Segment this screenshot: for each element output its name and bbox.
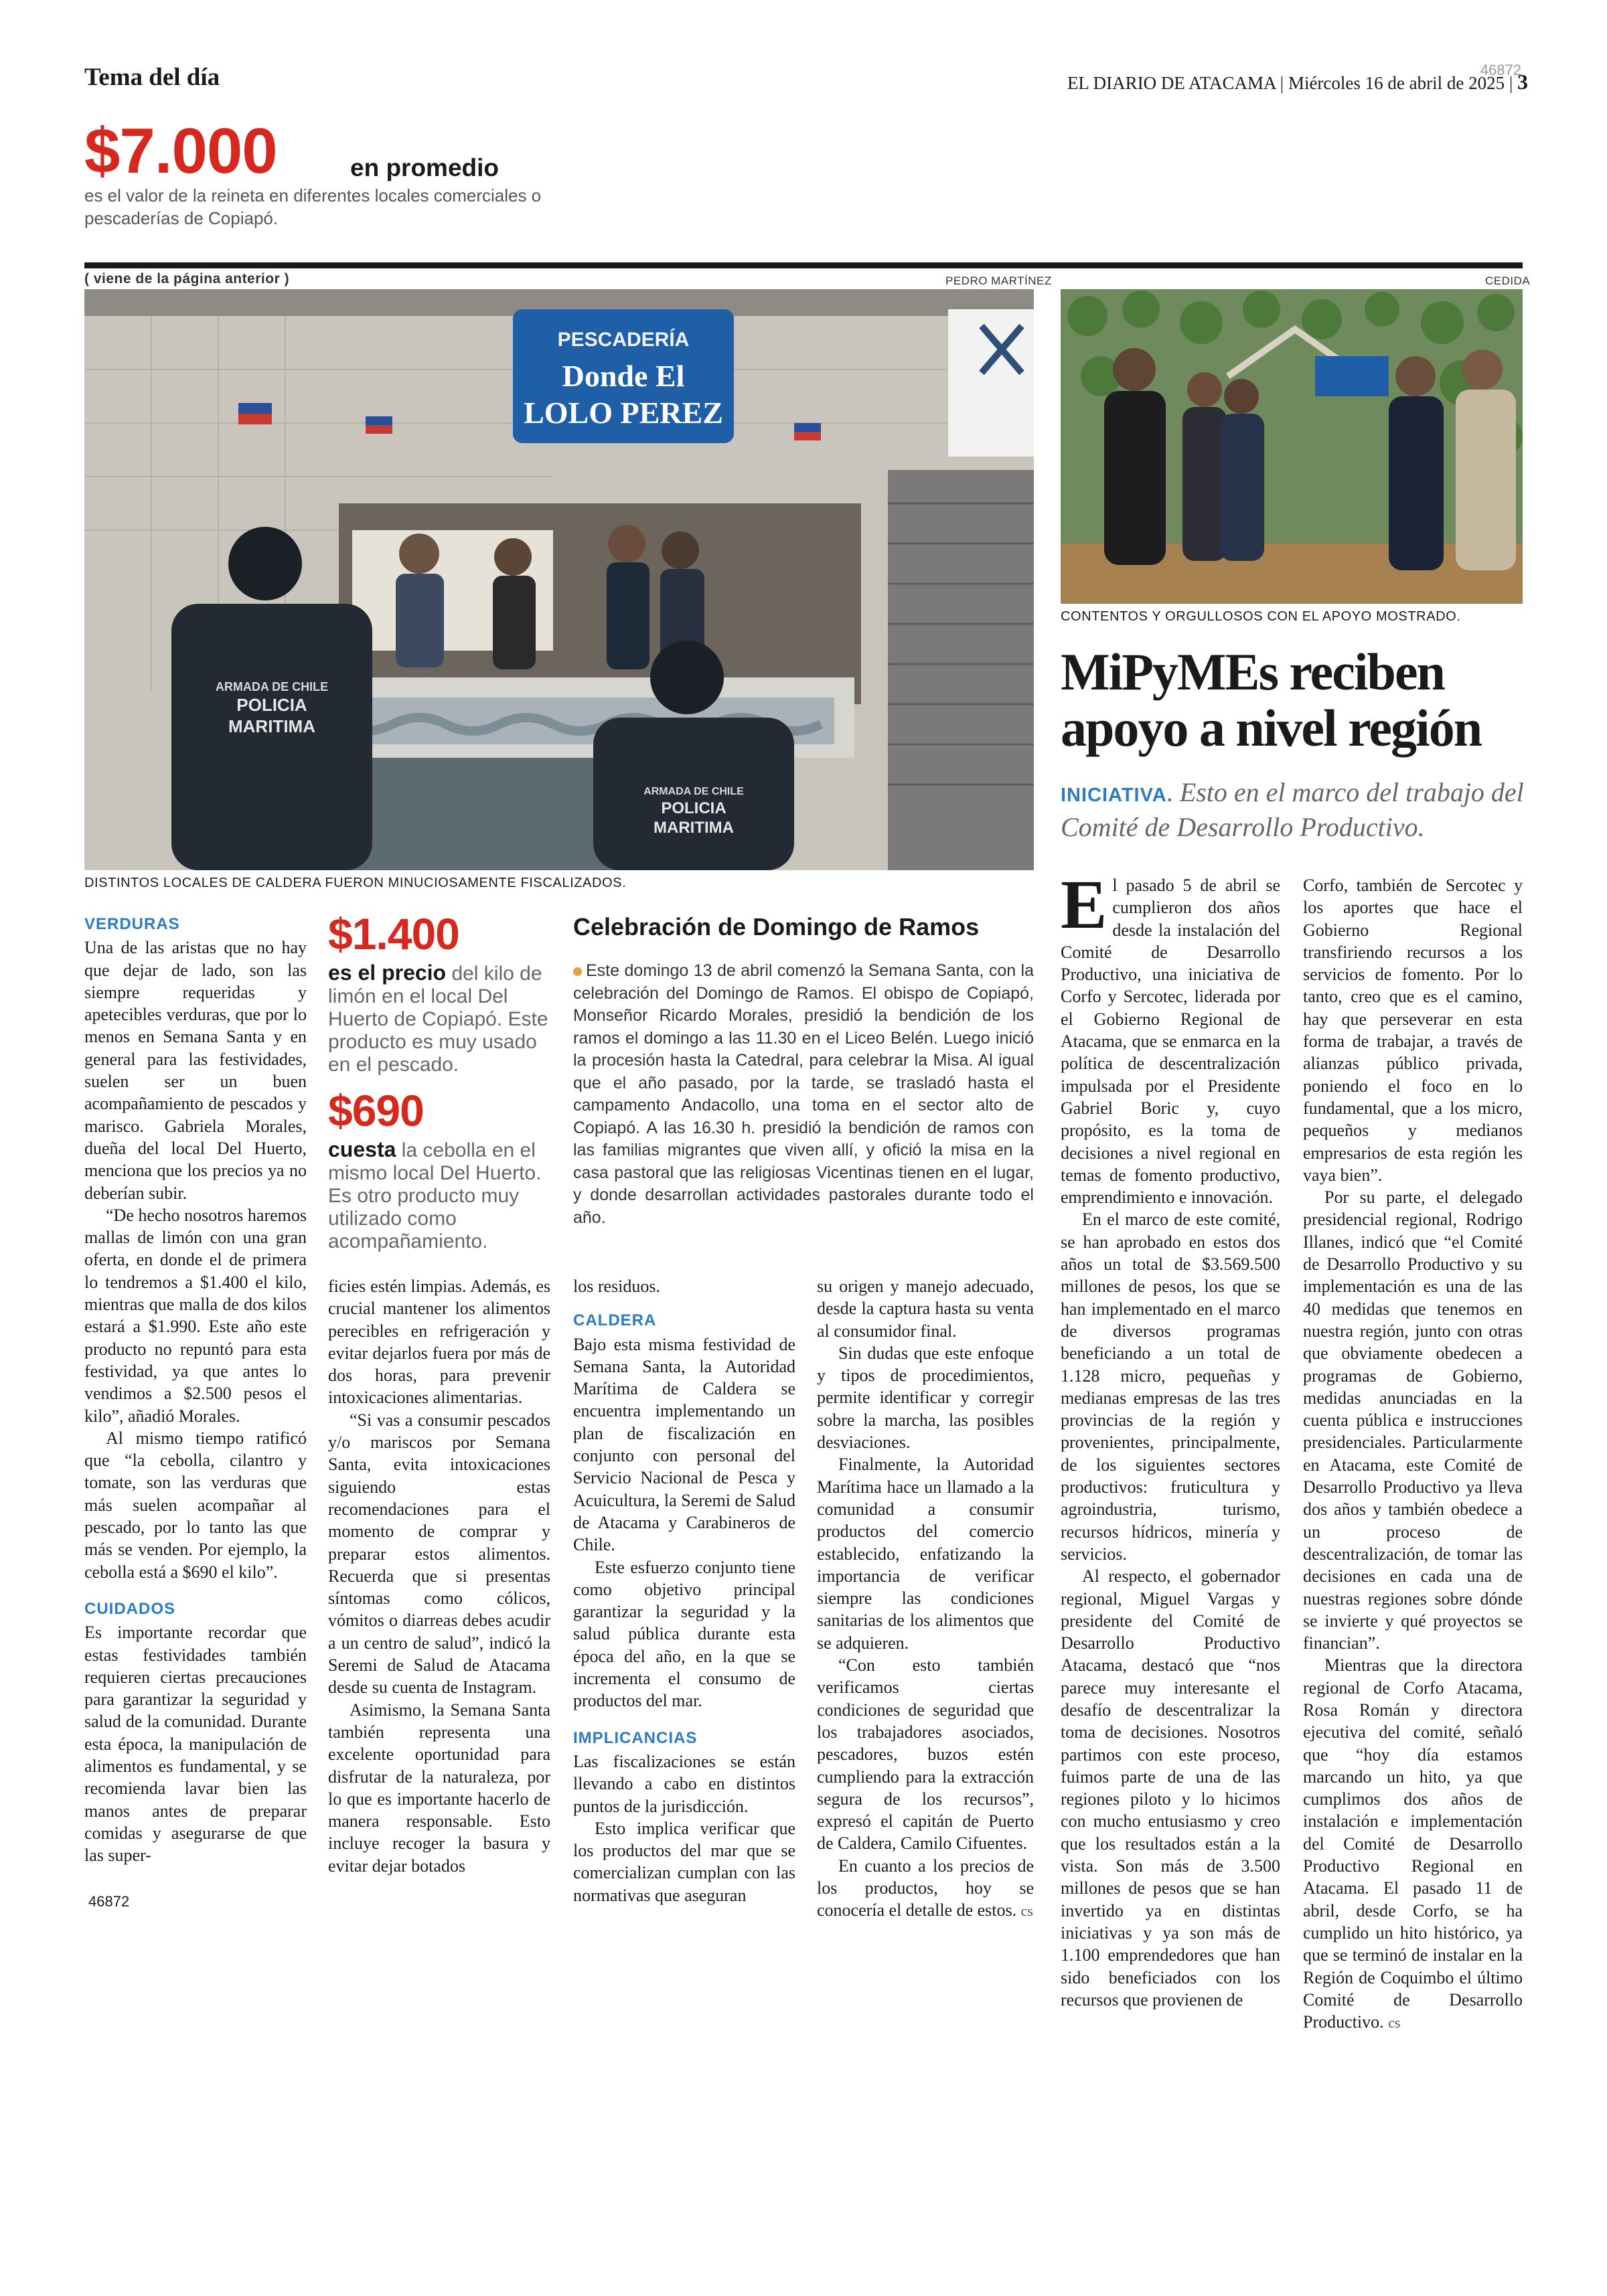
figure-690-label — [328, 1138, 549, 1253]
heading-caldera: CALDERA — [573, 1311, 657, 1330]
sign-line-1: PESCADERÍA — [557, 329, 690, 351]
section-rule — [84, 262, 1523, 268]
right-photo-credit: CEDIDA — [1485, 274, 1531, 287]
figure-1400-text: del kilo de limón en el local Del Huerto de Copiapó. Este producto es muy usado en el pescado. — [328, 963, 548, 1076]
right-photo-caption: CONTENTOS Y ORGULLOSOS CON EL APOYO MOSTRADO. — [1061, 609, 1461, 624]
paragraph: Mientras que la directora regional de Corfo Atacama, Rosa Román y directora ejecutiva del comité, señaló que “hoy día estamos marcando un hito, ya que cumplimos dos años de instalación e implementación del Comité de Desarrollo Productivo Regional en Atacama. El pasado 11 de abril, desde Corfo, se ha cumplido un hito histórico, ya que se terminó de instalar en la Región de Coquimbo el último Comité de Desarrollo Productivo. cs — [1303, 1655, 1523, 2032]
left-column-3 — [573, 1275, 795, 1906]
vest2-line-3: MARITIMA — [654, 819, 734, 837]
paragraph: El pasado 5 de abril se cumplieron dos años desde la instalación del Comité de Desarrollo Productivo, una iniciativa de Corfo y Sercotec, liderada por el Gobierno Regional de Atacama, que se enmarca en la política de descentralización impulsada por el Presidente Gabriel Boric y, cuyo propósito, es la toma de decisiones a nivel regional en temas de fomento productivo, emprendimiento e innovación. — [1061, 866, 1280, 1208]
left-column-2 — [328, 1275, 550, 1877]
right-column-2 — [1303, 874, 1523, 2034]
paragraph: Por su parte, el delegado presidencial regional, Rodrigo Illanes, indicó que “el Comité de Desarrollo Productivo y su implementación es una de las 40 medidas que tenemos en nuestra región, junto con otras que obviamente obedecen a programas de Gobierno, medidas anunciadas en la cuenta pública e instrucciones presidenciales. Particularmente en Atacama, este Comité de Desarrollo Productivo ya lleva dos años y también obedece a un proceso de descentralización, de tomar las decisiones en cada una de nuestras regiones sobre dónde se invierte y qué proyectos se financian”. — [1303, 1187, 1523, 1653]
figure-1400-label — [328, 961, 549, 1076]
paragraph: Al respecto, el gobernador regional, Miguel Vargas y presidente del Comité de Desarrollo Productivo Atacama, destacó que “nos parece muy interesante el desafío de descentralizar la toma de decisiones. Nosotros partimos con este proceso, fuimos parte de una de las regiones piloto y lo hicimos con mucho entusiasmo y creo que los resultados están a la vista. Son más de 3.500 millones de pesos que se han invertido ya en distintas iniciativas y ya son más de 1.100 emprendedores que han sido beneficiados con los recursos que provienen de — [1061, 1566, 1280, 2010]
right-headline: MiPyMEs reciben apoyo a nivel región — [1061, 643, 1482, 757]
figure-690-bold: cuesta — [328, 1137, 396, 1161]
paragraph: Asimismo, la Semana Santa también representa una excelente oportunidad para disfrutar de la naturaleza, por lo que es importante hacerlo de manera responsable. Esto incluye recoger la basura y evitar dejar botados — [328, 1700, 550, 1876]
vest2-line-2: POLICIA — [661, 799, 726, 817]
paragraph: “De hecho nosotros haremos mallas de limón con una gran oferta, en donde el de primera lo tendremos a $1.400 el kilo, mientras que malla de dos kilos estará a $1.990. Este año este producto no repuntó para esta festividad, ya que antes lo vendimos a $2.500 pesos el kilo”, añadió Morales. — [84, 1205, 307, 1426]
masthead-info: EL DIARIO DE ATACAMA | Miércoles 16 de abril de 2025 | 3 — [1067, 70, 1528, 94]
paragraph: Bajo esta misma festividad de Semana Santa, la Autoridad Marítima de Caldera se encuentra implementando un plan de fiscalización en conjunto con personal del Servicio Nacional de Pesca y Acuicultura, la Seremi de Salud de Atacama y Carabineros de Chile. — [573, 1334, 795, 1555]
corner-mark: 46872 — [1480, 62, 1521, 78]
highlight-suffix: en promedio — [350, 154, 500, 181]
figure-690: $690 — [328, 1086, 424, 1135]
vest-line-2: POLICIA — [236, 695, 307, 715]
drop-cap: E — [1061, 866, 1107, 943]
paragraph: En el marco de este comité, se han aprobado en estos dos años un total de $3.569.500 millones de pesos, los que se han implementado en el marco de diversos programas beneficiando a un total de 1.128 micro, pequeñas y medianas empresas de las tres provincias de la región y provenientes, principalmente, de los siguientes sectores productivos: fruticultura y agroindustria, turismo, recursos hídricos, minería y servicios. — [1061, 1210, 1280, 1564]
footer-mark: 46872 — [88, 1893, 130, 1910]
left-column-4 — [817, 1275, 1034, 1922]
box-title: Celebración de Domingo de Ramos — [573, 913, 980, 940]
heading-cuidados: CUIDADOS — [84, 1599, 176, 1618]
right-kicker — [1061, 776, 1529, 843]
issue-date: Miércoles 16 de abril de 2025 — [1288, 73, 1505, 93]
paper-name: EL DIARIO DE ATACAMA — [1067, 73, 1276, 93]
heading-implicancias: IMPLICANCIAS — [573, 1728, 698, 1747]
section-title: Tema del día — [84, 64, 220, 91]
end-mark: cs — [1388, 2014, 1401, 2032]
bullet-dot — [573, 967, 582, 976]
highlight-number: $7.000 — [84, 115, 277, 187]
page-number: 3 — [1517, 70, 1528, 94]
paragraph: Esto implica verificar que los productos del mar que se comercializan cumplan con las normativas que aseguran — [573, 1818, 795, 1905]
right-column-1 — [1061, 866, 1280, 2011]
sign-line-3: LOLO PEREZ — [524, 396, 723, 430]
paragraph: “Si vas a consumir pescados y/o mariscos por Semana Santa, evita intoxicaciones siguiendo estas recomendaciones para el momento de comprar y preparar estos alimentos. Recuerda que si presentas síntomas como cólicos, vómitos o diarreas debes acudir a un centro de salud”, indicó la Seremi de Salud de Atacama desde su cuenta de Instagram. — [328, 1410, 550, 1698]
vest-line-3: MARITIMA — [228, 716, 315, 736]
paragraph: Finalmente, la Autoridad Marítima hace un llamado a la comunidad a consumir productos del comercio establecido, enfatizando la importancia de verificar siempre las condiciones sanitarias de los alimentos que se adquieren. — [817, 1455, 1034, 1653]
paragraph: los residuos. — [573, 1277, 660, 1296]
paragraph: Sin dudas que este enfoque y tipos de procedimientos, permite identificar y corregir sobre la marcha, las posibles desviaciones. — [817, 1343, 1034, 1453]
fish-market-photo — [84, 289, 1034, 870]
vest2-line-1: ARMADA DE CHILE — [643, 786, 744, 797]
kicker-text: Esto en el marco del trabajo del Comité de Desarrollo Productivo. — [1061, 777, 1524, 842]
box-text: Este domingo 13 de abril comenzó la Semana Santa, con la celebración del Domingo de Ramos. El obispo de Copiapó, Monseñor Ricardo Morales, presidió la bendición de los ramos el domingo a las 11.30 en el Liceo Belén. Luego inició la procesión hasta la Catedral, para celebrar la Misa. Al igual que el año pasado, por la tarde, se trasladó hasta el campamento Andacollo, una toma en el sector alto de Copiapó. A las 16.30 h. presidió la bendición de ramos con las familias migrantes que viven allí, y ofició la misa en la casa pastoral que las religiosas Vicentinas tienen en el lugar, y donde desarrollan actividades pastorales durante todo el año. — [573, 961, 1034, 1227]
paragraph: En cuanto a los precios de los productos, hoy se conocería el detalle de estos. cs — [817, 1856, 1034, 1920]
paragraph: Este esfuerzo conjunto tiene como objetivo principal garantizar la seguridad y la salud pública durante esta época del año, en la que se incrementa el consumo de productos del mar. — [573, 1557, 795, 1711]
paragraph: ficies estén limpias. Además, es crucial mantener los alimentos perecibles en refrigeración y evitar dejarlos fuera por más de dos horas, para prevenir intoxicaciones alimentarias. — [328, 1277, 550, 1408]
photo-credit: PEDRO MARTÍNEZ — [945, 274, 1052, 287]
paragraph: su origen y manejo adecuado, desde la captura hasta su venta al consumidor final. — [817, 1277, 1034, 1341]
group-photo — [1061, 289, 1523, 604]
paragraph: Las fiscalizaciones se están llevando a cabo en distintos puntos de la jurisdicción. — [573, 1751, 795, 1816]
kicker-label: INICIATIVA. — [1061, 785, 1173, 806]
continued-note: ( viene de la página anterior ) — [84, 271, 290, 286]
end-mark: cs — [1020, 1902, 1033, 1920]
highlight-description: es el valor de la reineta en diferentes locales comerciales o pescaderías de Copiapó. — [84, 185, 542, 228]
figure-1400: $1.400 — [328, 909, 459, 959]
heading-verduras: VERDURAS — [84, 915, 180, 933]
vest-line-1: ARMADA DE CHILE — [215, 680, 329, 693]
paragraph: Al mismo tiempo ratificó que “la cebolla, cilantro y tomate, son las verduras que más suelen acompañar al pescado, por lo tanto las que más se venden. Por ejemplo, la cebolla está a $690 el kilo”. — [84, 1428, 307, 1582]
paragraph: Una de las aristas que no hay que dejar de lado, son las siempre requeridas y apetecibles verduras, que por lo menos en Semana Santa y en general para las festividades, suelen ser un buen acompañamiento de pescados y marisco. Gabriela Morales, dueña del local Del Huerto, menciona que los precios ya no deberían subir. — [84, 938, 307, 1203]
photo-caption: DISTINTOS LOCALES DE CALDERA FUERON MINUCIOSAMENTE FISCALIZADOS. — [84, 876, 627, 890]
left-column-1 — [84, 913, 307, 1866]
paragraph: Es importante recordar que estas festividades también requieren ciertas precauciones para garantizar la seguridad y salud de la comunidad. Durante esta época, la manipulación de alimentos es fundamental, y se recomienda lavar bien las manos antes de preparar comidas y asegurarse de que las super- — [84, 1623, 307, 1866]
figure-1400-bold: es el precio — [328, 961, 447, 985]
sign-line-2: Donde El — [562, 359, 685, 393]
paragraph: Corfo, también de Sercotec y los aportes que hace el Gobierno Regional transfiriendo recursos a los servicios de fomento. Por lo tanto, creo que es el camino, hay que perseverar en esta forma de trabajar, a través de alianzas público privada, poniendo el foco en lo fundamental, que a los micro, pequeños y medianos empresarios de esta región les vaya bien”. — [1303, 876, 1523, 1185]
paragraph: “Con esto también verificamos ciertas condiciones de seguridad que los trabajadores asociados, pescadores, buzos estén cumpliendo para la extracción segura de los recursos”, expresó el capitán de Puerto de Caldera, Camilo Cifuentes. — [817, 1655, 1034, 1854]
figure-690-text: la cebolla en el mismo local Del Huerto. Es otro producto muy utilizado como acompañamiento. — [328, 1139, 542, 1252]
